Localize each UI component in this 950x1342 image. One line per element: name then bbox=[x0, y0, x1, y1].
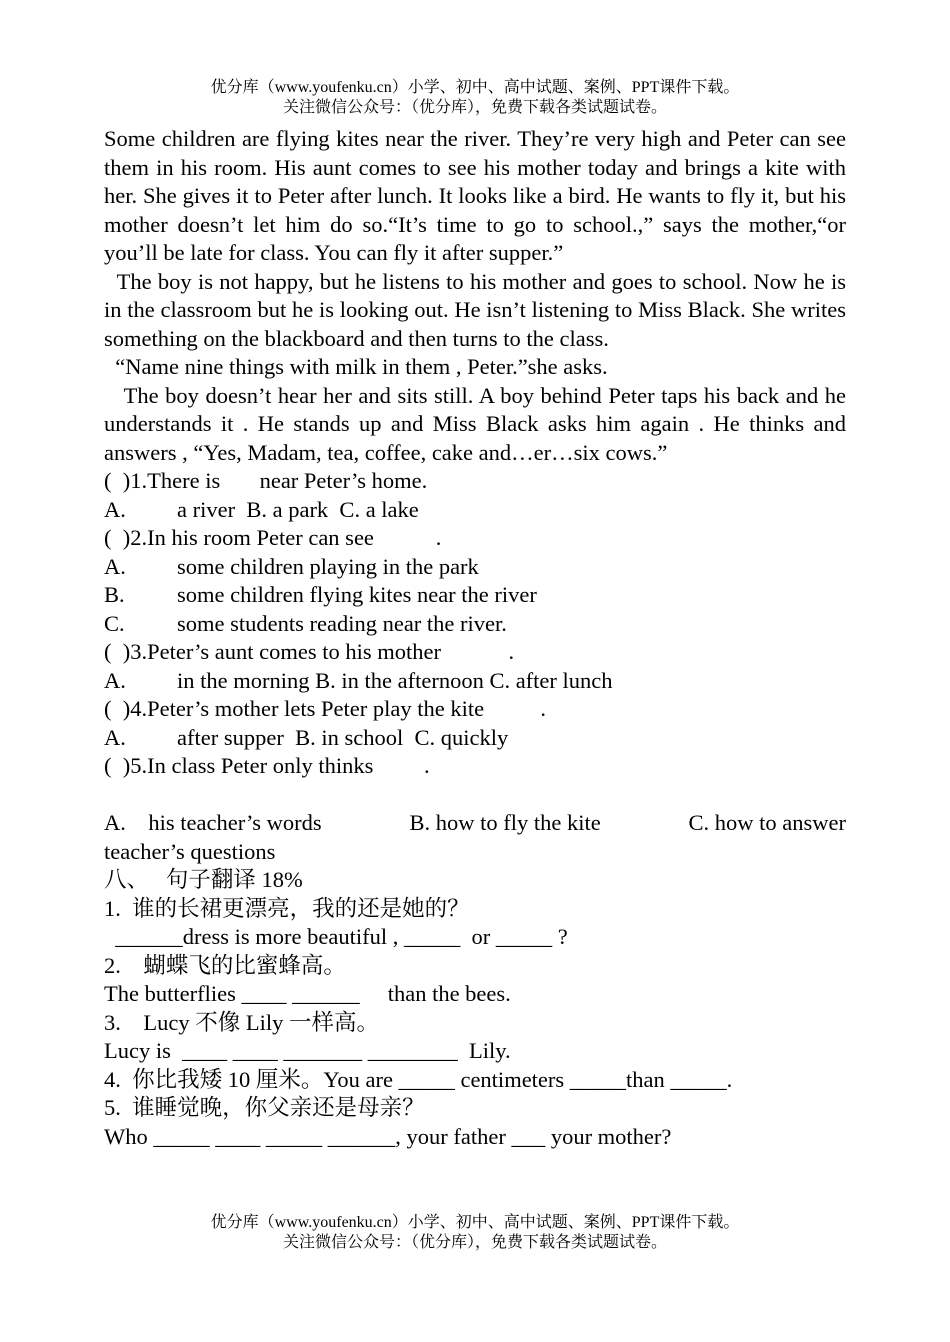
translation-1-english: ______dress is more beautiful , _____ or _____ ? bbox=[104, 924, 568, 949]
question-2-option-b: B. some children flying kites near the river bbox=[104, 582, 537, 607]
translation-2-chinese: 2. 蝴蝶飞的比蜜蜂高。 bbox=[104, 952, 346, 978]
question-5: ( )5.In class Peter only thinks . bbox=[104, 753, 430, 778]
translation-4: 4. 你比我矮 10 厘米。You are _____ centimeters _____than _____. bbox=[104, 1066, 733, 1092]
question-1-options: A. a river B. a park C. a lake bbox=[104, 496, 846, 525]
question-5-options: A. his teacher’s words B. how to fly the kite C. how to answer bbox=[104, 810, 846, 835]
page-footer bbox=[0, 1213, 950, 1253]
translation-5-english: Who _____ ____ _____ ______, your father ___ your mother? bbox=[104, 1123, 672, 1149]
translation-1-chinese: 1. 谁的长裙更漂亮，我的还是她的？ bbox=[104, 895, 470, 921]
question-4: ( )4.Peter’s mother lets Peter play the kite . bbox=[104, 696, 546, 721]
section-heading: 八、 句子翻译 18% bbox=[104, 867, 303, 892]
question-5-option-c-continued: teacher’s questions bbox=[104, 838, 276, 864]
header-line-1: 优分库（www.youfenku.cn）小学、初中、高中试题、案例、PPT课件下载。 bbox=[210, 79, 740, 96]
question-2-option-c: C. some students reading near the river. bbox=[104, 610, 507, 636]
translation-5-chinese: 5. 谁睡觉晚，你父亲还是母亲？ bbox=[104, 1095, 425, 1120]
question-2: ( )2.In his room Peter can see . bbox=[104, 525, 442, 550]
document-body bbox=[104, 125, 852, 1151]
passage-paragraph-1: Some children are flying kites near the river. They’re very high and Peter can see them in his room. His aunt comes to see his mother today and brings a kite with her. She gives it to Peter after lunch. It looks like a bird. He wants to fly it, but his mother doesn’t let him do so.“It’s time to go to school.,” says the mother,“or you’ll be late for class. You can fly it after supper.” bbox=[104, 126, 846, 265]
option-label: A. bbox=[104, 496, 126, 522]
question-3: ( )3.Peter’s aunt comes to his mother . bbox=[104, 639, 515, 664]
page-header bbox=[0, 78, 950, 118]
footer-line-2: 关注微信公众号：（优分库），免费下载各类试题试卷。 bbox=[282, 1234, 667, 1251]
passage-paragraph-4: The boy doesn’t hear her and sits still. A boy behind Peter taps his back and he understands it . He stands up and Miss Black asks him again . He thinks and answers , “Yes, Madam, tea, coffee, cake and…er…six cows.” bbox=[104, 382, 852, 465]
translation-2-english: The butterflies ____ ______ than the bees. bbox=[104, 981, 511, 1006]
passage-paragraph-2: The boy is not happy, but he listens to his mother and goes to school. Now he is in the classroom but he is looking out. He isn’t listening to Miss Black. She writes something on the blackboard and then turns to the class. bbox=[104, 268, 852, 351]
header-line-2: 关注微信公众号：（优分库），免费下载各类试题试卷。 bbox=[282, 99, 667, 116]
translation-3-english: Lucy is ____ ____ _______ ________ Lily. bbox=[104, 1038, 511, 1063]
passage-paragraph-3: “Name nine things with milk in them , Peter.”she asks. bbox=[104, 354, 608, 379]
question-3-options: A. in the morning B. in the afternoon C. after lunch bbox=[104, 667, 613, 693]
footer-line-1: 优分库（www.youfenku.cn）小学、初中、高中试题、案例、PPT课件下载。 bbox=[210, 1214, 740, 1231]
question-2-option-a: A. some children playing in the park bbox=[104, 553, 479, 579]
question-1: ( )1.There is near Peter’s home. bbox=[104, 468, 428, 493]
question-4-options: A. after supper B. in school C. quickly bbox=[104, 724, 509, 750]
translation-3-chinese: 3. Lucy 不像 Lily 一样高。 bbox=[104, 1009, 379, 1035]
spacer bbox=[104, 781, 846, 810]
